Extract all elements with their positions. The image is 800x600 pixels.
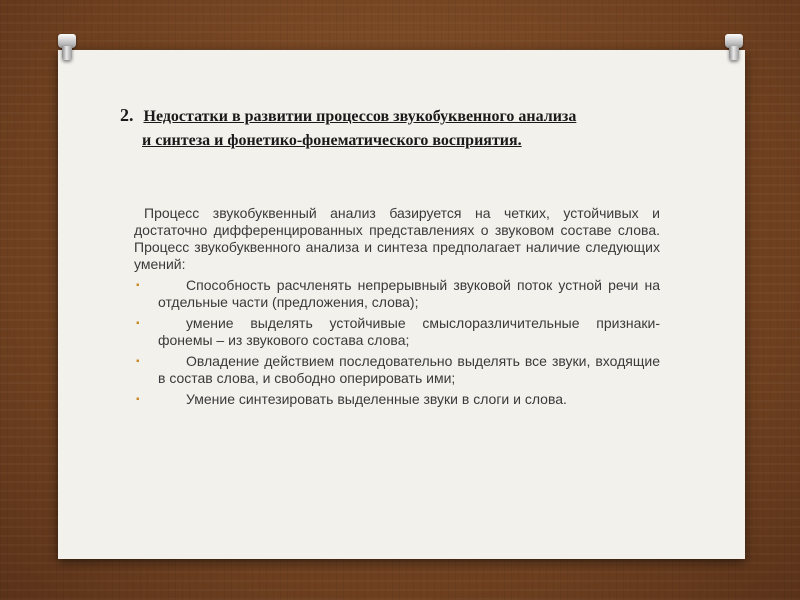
bullet-icon: ▪	[136, 394, 140, 405]
list-item	[134, 353, 660, 387]
list-item-text: умение выделять устойчивые смыслоразличительные признаки-фонемы – из звукового состава слова;	[158, 315, 660, 348]
bullet-icon: ▪	[136, 280, 140, 291]
title-number: 2.	[120, 105, 134, 125]
title-line-1: Недостатки в развитии процессов звукобуквенного анализа	[143, 108, 577, 125]
title-line-2: и синтеза и фонетико-фонематического восприятия.	[142, 132, 522, 149]
list-item-text: Способность расчленять непрерывный звуковой поток устной речи на отдельные части (предложения, слова);	[158, 277, 660, 310]
list-item	[134, 277, 660, 311]
intro-paragraph: Процесс звукобуквенный анализ базируется на четких, устойчивых и достаточно дифференцированных представлениях о звуковом составе слова. Процесс звукобуквенного анализа и синтеза предполагает наличие следующих умений:	[134, 205, 660, 272]
list-item-text: Овладение действием последовательно выделять все звуки, входящие в состав слова, и свободно оперировать ими;	[158, 353, 660, 386]
slide-body	[134, 205, 660, 408]
list-item	[134, 315, 660, 349]
pushpin-icon	[723, 34, 745, 64]
skills-list	[134, 277, 660, 408]
bullet-icon: ▪	[136, 318, 140, 329]
list-item	[134, 391, 660, 408]
list-item-text: Умение синтезировать выделенные звуки в слоги и слова.	[186, 391, 567, 407]
pushpin-icon	[56, 34, 78, 64]
slide-title	[120, 103, 710, 153]
bullet-icon: ▪	[136, 356, 140, 367]
